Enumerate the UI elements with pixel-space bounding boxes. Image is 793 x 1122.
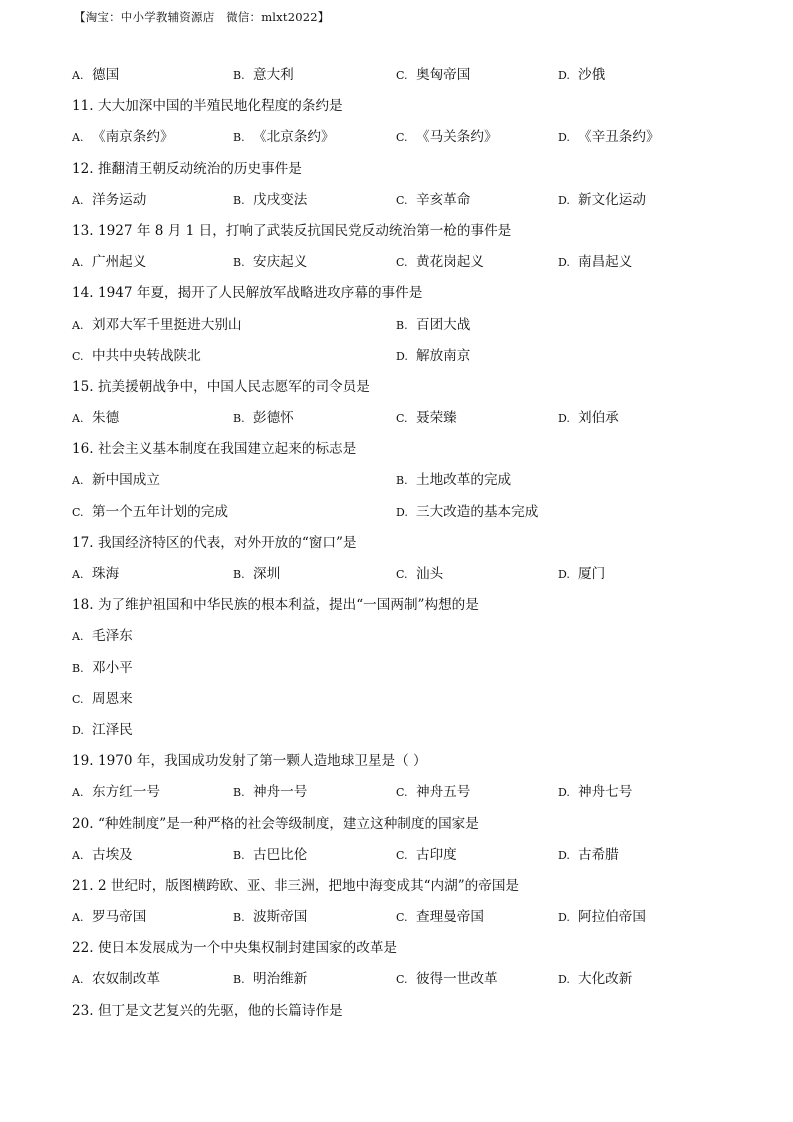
option-text: 安庆起义 (253, 254, 308, 271)
answer-option (558, 185, 646, 216)
answer-option (233, 247, 307, 278)
option-text: 《马关条约》 (416, 129, 498, 146)
answer-option (72, 684, 133, 715)
option-letter: B. (233, 193, 245, 207)
answer-option (72, 777, 160, 808)
answer-option (396, 247, 484, 278)
option-letter: B. (233, 973, 245, 987)
option-text: 深圳 (253, 566, 281, 582)
option-row (72, 653, 772, 684)
option-text: 三大改造的基本完成 (416, 503, 539, 520)
option-letter: B. (233, 412, 245, 426)
answer-option (396, 122, 498, 153)
answer-option (558, 777, 632, 808)
option-letter: D. (558, 973, 570, 987)
answer-option (72, 403, 119, 434)
question-stem: 15. 抗美援朝战争中，中国人民志愿军的司令员是 (72, 378, 370, 395)
answer-option (72, 653, 133, 684)
option-letter: D. (558, 786, 570, 800)
option-text: 新文化运动 (578, 191, 646, 208)
option-text: 明治维新 (253, 971, 308, 988)
answer-option (396, 902, 484, 933)
question-stem: 13. 1927 年 8 月 1 日，打响了武装反抗国民党反动统治第一枪的事件是 (72, 222, 512, 239)
option-letter: D. (72, 723, 84, 737)
answer-option (72, 247, 146, 278)
question-stem: 12. 推翻清王朝反动统治的历史事件是 (72, 160, 302, 177)
answer-option (396, 964, 498, 995)
answer-option (558, 840, 619, 871)
option-letter: B. (233, 786, 245, 800)
answer-option (72, 902, 146, 933)
option-text: 戊戌变法 (253, 191, 308, 208)
option-text: 神舟五号 (416, 784, 471, 801)
option-letter: B. (233, 131, 245, 145)
option-text: 珠海 (92, 566, 120, 582)
answer-option (72, 621, 133, 652)
answer-option (558, 964, 632, 995)
option-row (72, 60, 772, 91)
answer-option (396, 185, 470, 216)
answer-option (396, 403, 457, 434)
option-text: 《辛丑条约》 (578, 129, 660, 146)
answer-option (396, 497, 538, 528)
option-row (72, 964, 772, 995)
question-stem: 21. 2 世纪时，版图横跨欧、亚、非三洲，把地中海变成其“内湖”的帝国是 (72, 877, 520, 894)
option-text: 新中国成立 (92, 472, 160, 489)
answer-option (72, 559, 119, 590)
question-stem: 11. 大大加深中国的半殖民地化程度的条约是 (72, 98, 343, 115)
answer-option (558, 122, 660, 153)
answer-option (233, 902, 307, 933)
option-text: 毛泽东 (92, 628, 133, 645)
option-text: 汕头 (416, 566, 444, 582)
option-text: 邓小平 (92, 659, 133, 676)
option-row (72, 684, 772, 715)
option-text: 德国 (92, 67, 120, 83)
option-text: 《南京条约》 (92, 129, 174, 146)
answer-option (72, 341, 201, 372)
answer-option (72, 840, 133, 871)
answer-option (396, 465, 511, 496)
exam-questions (72, 60, 772, 1027)
option-letter: A. (72, 193, 84, 207)
answer-option (233, 777, 307, 808)
option-letter: C. (396, 193, 408, 207)
option-text: 彭德怀 (253, 410, 294, 427)
option-text: 大化改新 (578, 971, 633, 988)
option-letter: A. (72, 318, 84, 332)
option-text: 古希腊 (578, 846, 619, 863)
answer-option (558, 247, 632, 278)
option-letter: B. (233, 69, 245, 82)
option-letter: A. (72, 848, 84, 862)
option-letter: C. (396, 568, 408, 581)
answer-option (72, 497, 228, 528)
option-text: 《北京条约》 (253, 129, 335, 146)
option-text: 第一个五年计划的完成 (92, 503, 228, 520)
option-row (72, 403, 772, 434)
option-letter: C. (72, 692, 84, 706)
option-text: 神舟一号 (253, 784, 308, 801)
option-letter: C. (396, 69, 408, 82)
option-row (72, 777, 772, 808)
option-text: 土地改革的完成 (416, 472, 512, 489)
option-text: 中共中央转战陕北 (92, 347, 201, 364)
option-text: 古埃及 (92, 846, 133, 863)
option-letter: C. (396, 131, 408, 145)
answer-option (233, 559, 280, 590)
answer-option (233, 840, 307, 871)
option-text: 阿拉伯帝国 (578, 909, 646, 926)
option-row (72, 840, 772, 871)
answer-option (396, 840, 457, 871)
option-letter: C. (396, 256, 408, 270)
option-text: 农奴制改革 (92, 971, 160, 988)
answer-option (72, 465, 160, 496)
option-text: 南昌起义 (578, 254, 633, 271)
answer-option (558, 902, 646, 933)
option-letter: D. (558, 848, 570, 862)
option-letter: D. (558, 256, 570, 270)
option-row (72, 465, 772, 496)
answer-option (233, 403, 294, 434)
answer-option (72, 185, 146, 216)
option-letter: A. (72, 973, 84, 987)
option-letter: D. (558, 911, 570, 925)
option-text: 彼得一世改革 (416, 971, 498, 988)
answer-option (72, 60, 119, 91)
answer-option (233, 964, 307, 995)
option-letter: A. (72, 69, 84, 82)
option-text: 沙俄 (578, 67, 606, 83)
option-text: 刘邓大军千里挺进大别山 (92, 316, 242, 333)
option-text: 解放南京 (416, 347, 471, 364)
option-letter: C. (396, 973, 408, 987)
option-letter: B. (396, 474, 408, 488)
option-text: 辛亥革命 (416, 191, 471, 208)
option-letter: D. (396, 505, 408, 519)
option-letter: A. (72, 256, 84, 270)
answer-option (72, 310, 242, 341)
option-row (72, 185, 772, 216)
option-letter: A. (72, 568, 84, 581)
option-letter: C. (396, 911, 408, 925)
option-text: 聂荣臻 (416, 410, 457, 427)
answer-option (396, 60, 470, 91)
option-text: 朱德 (92, 410, 120, 427)
option-letter: D. (558, 568, 570, 581)
option-letter: C. (72, 349, 84, 363)
answer-option (396, 777, 470, 808)
question-stem: 23. 但丁是文艺复兴的先驱，他的长篇诗作是 (72, 1002, 343, 1019)
option-letter: B. (396, 318, 408, 332)
option-text: 罗马帝国 (92, 909, 147, 926)
question-stem: 22. 使日本发展成为一个中央集权制封建国家的改革是 (72, 940, 398, 957)
option-letter: A. (72, 911, 84, 925)
option-letter: D. (558, 131, 570, 145)
option-row (72, 341, 772, 372)
option-text: 查理曼帝国 (416, 909, 484, 926)
option-text: 广州起义 (92, 254, 147, 271)
answer-option (233, 122, 335, 153)
option-letter: C. (72, 505, 84, 519)
option-letter: D. (558, 412, 570, 426)
option-letter: C. (396, 848, 408, 862)
question-stem: 16. 社会主义基本制度在我国建立起来的标志是 (72, 441, 357, 458)
option-row (72, 247, 772, 278)
option-text: 古巴比伦 (253, 846, 308, 863)
question-stem: 17. 我国经济特区的代表，对外开放的“窗口”是 (72, 534, 357, 551)
question-stem: 18. 为了维护祖国和中华民族的根本利益，提出“一国两制”构想的是 (72, 597, 479, 614)
option-text: 意大利 (253, 67, 294, 83)
option-text: 刘伯承 (578, 410, 619, 427)
option-letter: C. (396, 412, 408, 426)
answer-option (72, 715, 133, 746)
option-text: 神舟七号 (578, 784, 633, 801)
page-header: 【淘宝：中小学教辅资源店 微信：mlxt2022】 (74, 10, 330, 24)
option-row (72, 497, 772, 528)
option-letter: A. (72, 474, 84, 488)
option-text: 东方红一号 (92, 784, 160, 801)
option-letter: B. (233, 568, 245, 581)
option-letter: B. (233, 256, 245, 270)
option-letter: B. (233, 911, 245, 925)
option-letter: C. (396, 786, 408, 800)
answer-option (233, 185, 307, 216)
answer-option (396, 310, 470, 341)
answer-option (72, 964, 160, 995)
answer-option (558, 60, 605, 91)
option-letter: B. (233, 848, 245, 862)
option-text: 古印度 (416, 846, 457, 863)
answer-option (72, 122, 174, 153)
question-stem: 20. “种姓制度”是一种严格的社会等级制度，建立这种制度的国家是 (72, 815, 479, 832)
option-letter: A. (72, 630, 84, 644)
option-text: 江泽民 (92, 721, 133, 738)
option-letter: A. (72, 412, 84, 426)
option-letter: B. (72, 661, 84, 675)
option-letter: A. (72, 131, 84, 145)
option-text: 洋务运动 (92, 191, 147, 208)
option-text: 厦门 (578, 566, 606, 582)
option-row (72, 715, 772, 746)
option-row (72, 310, 772, 341)
option-text: 黄花岗起义 (416, 254, 484, 271)
answer-option (558, 559, 605, 590)
option-row (72, 902, 772, 933)
question-stem: 19. 1970 年，我国成功发射了第一颗人造地球卫星是（ ） (72, 753, 427, 770)
question-stem: 14. 1947 年夏，揭开了人民解放军战略进攻序幕的事件是 (72, 285, 423, 302)
option-text: 百团大战 (416, 316, 471, 333)
option-letter: D. (558, 193, 570, 207)
option-text: 奥匈帝国 (416, 67, 471, 83)
answer-option (396, 559, 443, 590)
answer-option (558, 403, 619, 434)
option-letter: A. (72, 786, 84, 800)
option-text: 周恩来 (92, 690, 133, 707)
answer-option (233, 60, 294, 91)
option-row (72, 122, 772, 153)
option-row (72, 621, 772, 652)
option-row (72, 559, 772, 590)
option-text: 波斯帝国 (253, 909, 308, 926)
answer-option (396, 341, 470, 372)
option-letter: D. (558, 69, 570, 82)
option-letter: D. (396, 349, 408, 363)
